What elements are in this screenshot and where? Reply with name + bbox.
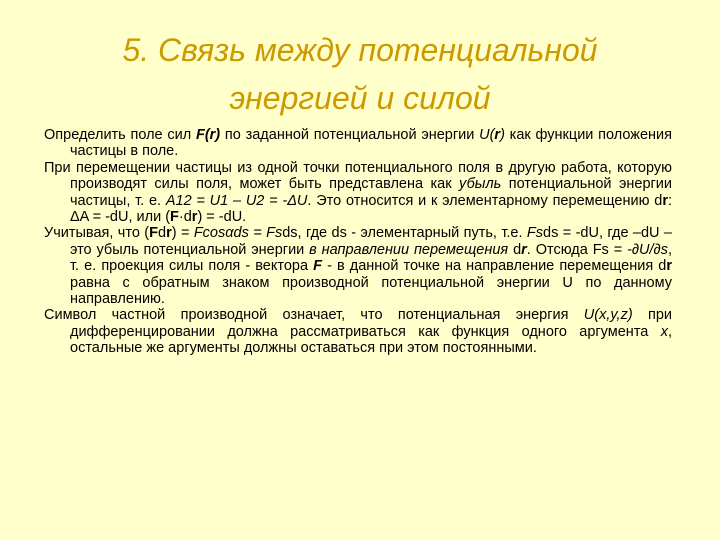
paragraph-task [44,127,672,160]
paragraph-partial-derivative [44,307,672,356]
text-run: r [166,225,172,242]
text-run: Fcosαds = Fs [193,225,283,242]
text-run: r [191,209,198,226]
text-run: равна с обратным знаком производной потенциальной энергии U по данному направлению. [70,274,672,308]
text-run: При перемещении частицы из одной точки потенциального поля в другую работа, которую производят силы поля, может быть представлена как [44,159,672,193]
text-run: -∂U/∂s [627,241,668,258]
text-run: Определить поле сил [44,127,196,143]
text-run: ) = -dU. [197,209,247,226]
text-run: F(r) [195,127,221,143]
text-run: d [158,225,167,242]
text-run: : ΔA = -dU, или ( [70,192,673,226]
text-run: r [494,127,501,143]
text-run: F [149,225,158,242]
text-run: Fs [526,225,543,242]
paragraph-work-potential-energy [44,160,672,226]
text-run: . Отсюда Fs = [526,241,628,258]
slide-body [44,127,672,357]
text-run: r [662,192,668,209]
text-run: ds, где ds - элементарный путь, т.е. [282,225,527,242]
text-run: , т. е. проекция силы поля - вектора [70,241,673,275]
text-run: убыль [459,176,502,193]
text-run: . Это относится и к элементарному перемещению d [307,192,663,209]
text-run: Символ частной производной означает, что потенциальная энергия [44,307,584,324]
slide-title [40,26,680,122]
text-run: ) = [171,225,194,242]
text-run: r [666,258,672,275]
text-run: в направлении перемещения [309,241,509,258]
text-run: как функции положения частицы в поле. [70,127,672,160]
text-run: A12 = U1 – U2 = -ΔU [165,192,308,209]
text-run: U(x,y,z) [583,307,633,324]
text-run: ·d [178,209,192,226]
text-run: ) [500,127,505,143]
text-run: по заданной потенциальной энергии [220,127,480,143]
text-run: потенциальной энергии частицы, т. е. [70,176,672,209]
slide-title-line-2: энергией и силой [229,80,491,116]
text-run: x [660,323,668,340]
slide-title-line-1: 5. Связь между потенциальной [122,32,598,68]
text-run: , остальные же аргументы должны оставаться при этом постоянными. [70,323,672,357]
text-run: F [313,258,322,275]
text-run: U( [479,127,495,143]
text-run: r [521,241,527,258]
text-run: d [508,241,522,258]
text-run: ds = -dU, где –dU – это убыль потенциальной энергии [70,225,672,258]
text-run: Учитывая, что ( [44,225,150,242]
text-run: F [170,209,179,226]
paragraph-force-projection [44,225,672,307]
text-run: - в данной точке на направление перемещения d [321,258,667,275]
text-run: при дифференцировании должна рассматриваться как функция одного аргумента [70,307,672,340]
